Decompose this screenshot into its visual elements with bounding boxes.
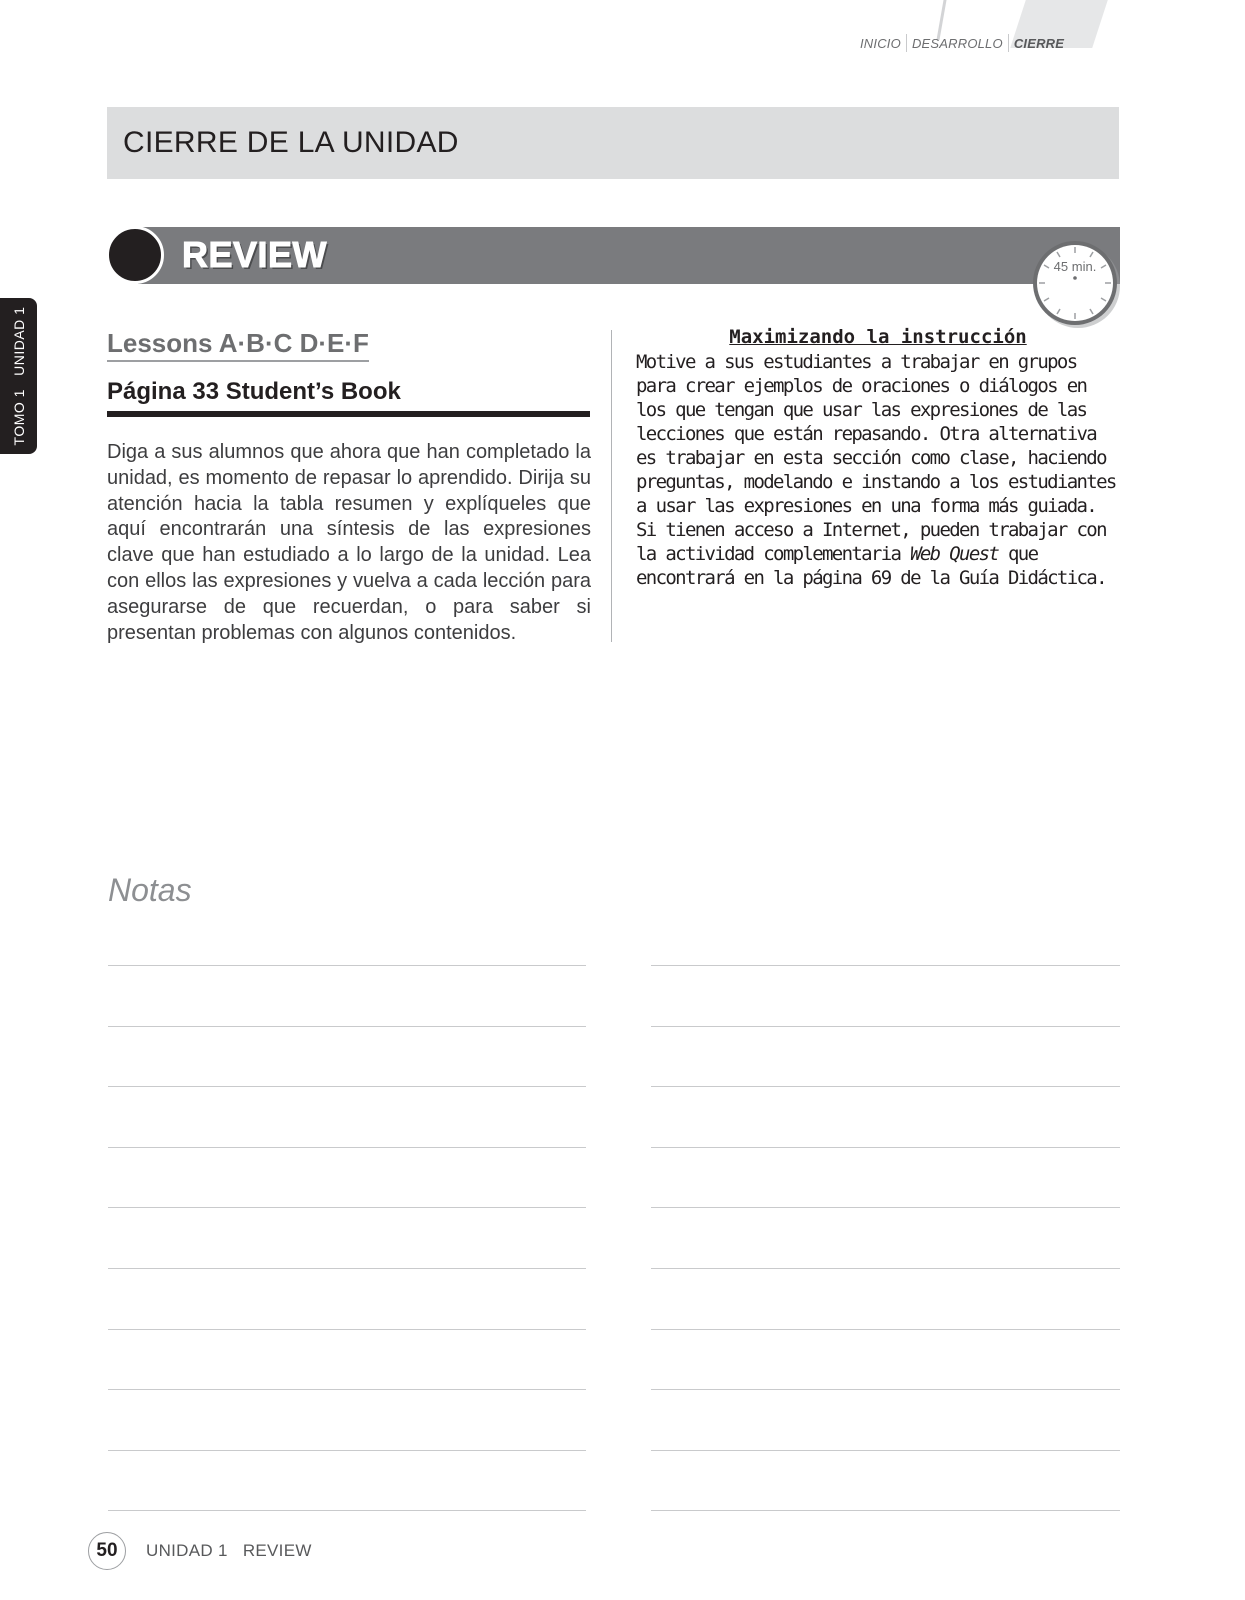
- note-line: [108, 1268, 586, 1269]
- note-line: [651, 1510, 1120, 1511]
- clock-icon: [1032, 240, 1120, 328]
- review-title: REVIEW: [182, 234, 328, 275]
- note-line: [651, 1207, 1120, 1208]
- clock-duration: 45 min.: [1053, 259, 1097, 274]
- note-line: [108, 1207, 586, 1208]
- breadcrumb-item-desarrollo: DESARROLLO: [911, 36, 1003, 51]
- side-tab-label: TOMO 1 UNIDAD 1: [11, 306, 27, 446]
- tip-paragraph: [636, 350, 1120, 590]
- section-header: [107, 107, 1119, 179]
- review-circle-icon: [106, 226, 164, 284]
- note-line: [651, 1389, 1120, 1390]
- instructions-paragraph: Diga a sus alumnos que ahora que han completado la unidad, es momento de repasar lo aprendido. Dirija su atención hacia la tabla resumen y explíqueles que aquí encontrarán una síntesis de las expresiones clave que han estudiado a lo largo de la unidad. Lea con ellos las expresiones y vuelva a cada lección para asegurarse de que recuerdan, o para saber si presentan problemas con algunos contenidos.: [107, 441, 591, 644]
- note-line: [651, 1268, 1120, 1269]
- note-line: [108, 1026, 586, 1027]
- note-line: [108, 1510, 586, 1511]
- note-line: [651, 1450, 1120, 1451]
- note-line: [108, 1147, 586, 1148]
- page-number: 50: [88, 1532, 126, 1570]
- tip-text-end: que encontrará en la página 69 de la Guía Didáctica.: [636, 543, 1106, 589]
- note-line: [108, 1389, 586, 1390]
- note-line: [108, 965, 586, 966]
- note-line: [651, 1086, 1120, 1087]
- page-reference: Página 33 Student’s Book: [107, 378, 590, 417]
- side-tab: [0, 298, 37, 454]
- note-line: [651, 965, 1120, 966]
- note-line: [108, 1086, 586, 1087]
- tip-text-start: Motive a sus estudiantes a trabajar en grupos para crear ejemplos de oraciones o diálogos en los que tengan que usar las expresiones de las lecciones que están repasando. Otra alternativa es trabajar en esta sección como clase, haciendo preguntas, modelando e instando a los estudiantes a usar las expresiones en una forma más guiada. Si tienen acceso a Internet, pueden trabajar con la actividad complementaria: [636, 351, 1116, 565]
- note-line: [651, 1329, 1120, 1330]
- breadcrumb: [860, 34, 1064, 52]
- note-line: [651, 1147, 1120, 1148]
- section-title: CIERRE DE LA UNIDAD: [123, 126, 459, 159]
- note-line: [108, 1329, 586, 1330]
- note-line: [108, 1450, 586, 1451]
- tip-text-webquest: Web Quest: [910, 543, 999, 565]
- breadcrumb-item-cierre: CIERRE: [1013, 36, 1065, 51]
- notes-title: Notas: [108, 872, 192, 908]
- note-line: [651, 1026, 1120, 1027]
- lessons-heading: Lessons A·B·C D·E·F: [107, 328, 369, 362]
- breadcrumb-item-inicio: INICIO: [860, 36, 901, 51]
- tip-title: Maximizando la instrucción: [729, 326, 1027, 348]
- column-divider: [611, 330, 612, 642]
- footer-label: UNIDAD 1 REVIEW: [146, 1541, 312, 1560]
